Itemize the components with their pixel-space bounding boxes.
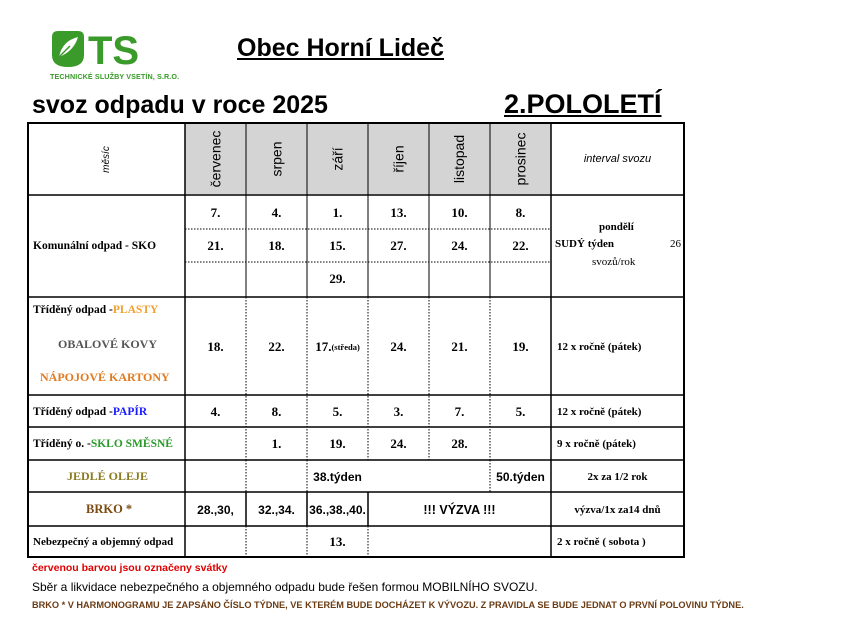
plasty-date: 19. <box>512 338 529 354</box>
plasty-date: 22. <box>268 338 285 354</box>
page-subtitle: svoz odpadu v roce 2025 <box>32 91 328 119</box>
sko-interval-day: pondělí <box>599 221 634 233</box>
sko-date: 1. <box>332 204 343 220</box>
logo-subtext: TECHNICKÉ SLUŽBY VSETÍN, S.R.O. <box>50 72 180 81</box>
plasty-date-with-note: 17. (středa) <box>315 338 360 354</box>
half-year-label: 2.POLOLETÍ <box>504 89 662 119</box>
brko-weeks: 28.,30, <box>197 502 234 517</box>
month-header: prosinec <box>512 132 529 186</box>
brko-weeks: 36.,38.,40. <box>309 502 366 517</box>
brko-interval: výzva/1x za14 dnů <box>574 503 661 516</box>
plasty-label: Tříděný odpad - PLASTY <box>33 304 159 316</box>
sko-date: 18. <box>268 237 285 253</box>
nebezpecny-label: Nebezpečný a objemný odpad <box>33 536 174 548</box>
sko-interval-week: SUDÝ týden <box>555 238 614 250</box>
plasty-date: 24. <box>390 338 407 354</box>
sko-date: 13. <box>390 204 407 220</box>
nebezpecny-date: 13. <box>329 534 346 549</box>
sko-date: 21. <box>207 237 224 253</box>
sko-date: 4. <box>271 204 282 220</box>
papir-date: 7. <box>454 403 465 419</box>
papir-interval: 12 x ročně (pátek) <box>557 405 642 418</box>
brko-label: BRKO * <box>86 502 133 516</box>
papir-date: 5. <box>515 403 526 419</box>
sko-date: 24. <box>451 237 468 253</box>
sklo-date: 28. <box>451 436 468 451</box>
sko-date: 27. <box>390 237 407 253</box>
sko-interval-unit: svozů/rok <box>592 256 636 268</box>
sklo-date: 24. <box>390 436 407 451</box>
plasty-date: 18. <box>207 338 224 354</box>
sko-date: 8. <box>515 204 526 220</box>
month-header: září <box>329 147 346 171</box>
oleje-week: 38.týden <box>313 469 362 484</box>
papir-date: 4. <box>210 403 221 419</box>
sklo-label: Tříděný o. - SKLO SMĚSNÉ <box>33 438 173 450</box>
sko-date: 29. <box>329 271 346 286</box>
papir-date: 8. <box>271 403 282 419</box>
oleje-interval: 2x za 1/2 rok <box>587 470 648 483</box>
nebezpecny-interval: 2 x ročně ( sobota ) <box>557 536 646 548</box>
plasty-interval: 12 x ročně (pátek) <box>557 340 642 353</box>
month-header: říjen <box>390 145 407 173</box>
month-header: listopad <box>451 134 468 184</box>
sko-date: 22. <box>512 237 529 253</box>
logo-text: TS <box>88 29 140 73</box>
papir-date: 5. <box>332 403 343 419</box>
brko-weeks: 32.,34. <box>258 502 295 517</box>
brko-call: !!! VÝZVA !!! <box>423 502 496 517</box>
sklo-interval: 9 x ročně (pátek) <box>557 438 636 450</box>
month-label: měsíc <box>100 145 112 173</box>
papir-label: Tříděný odpad - PAPÍR <box>33 405 148 418</box>
papir-date: 3. <box>393 403 404 419</box>
brko-note: BRKO * V HARMONOGRAMU JE ZAPSÁNO ČÍSLO TÝDNE, VE KTERÉM BUDE DOCHÁZET K VÝVOZU. Z PRAVIDLA SE BUDE JEDNAT O PRVNÍ POLOVINU TÝDNE. <box>32 600 744 610</box>
kovy-label: OBALOVÉ KOVY <box>58 337 158 351</box>
sko-date: 15. <box>329 237 346 253</box>
month-header: srpen <box>268 141 285 177</box>
oleje-week: 50.týden <box>496 469 545 484</box>
mobile-collection-note: Sběr a likvidace nebezpečného a objemného odpadu bude řešen formou MOBILNÍHO SVOZU. <box>32 580 538 594</box>
sklo-date: 1. <box>271 436 282 451</box>
oleje-label: JEDLÉ OLEJE <box>67 469 149 483</box>
sko-interval-count: 26 <box>670 238 681 250</box>
sko-date: 7. <box>210 204 221 220</box>
sko-label: Komunální odpad - SKO <box>33 240 157 252</box>
month-header: červenec <box>207 130 224 188</box>
kartony-label: NÁPOJOVÉ KARTONY <box>40 370 170 384</box>
holiday-note: červenou barvou jsou označeny svátky <box>32 562 228 574</box>
plasty-date: 21. <box>451 338 468 354</box>
interval-header: interval svozu <box>583 153 652 165</box>
sko-date: 10. <box>451 204 468 220</box>
sklo-date: 19. <box>329 436 346 451</box>
page-title: Obec Horní Lideč <box>237 34 444 62</box>
